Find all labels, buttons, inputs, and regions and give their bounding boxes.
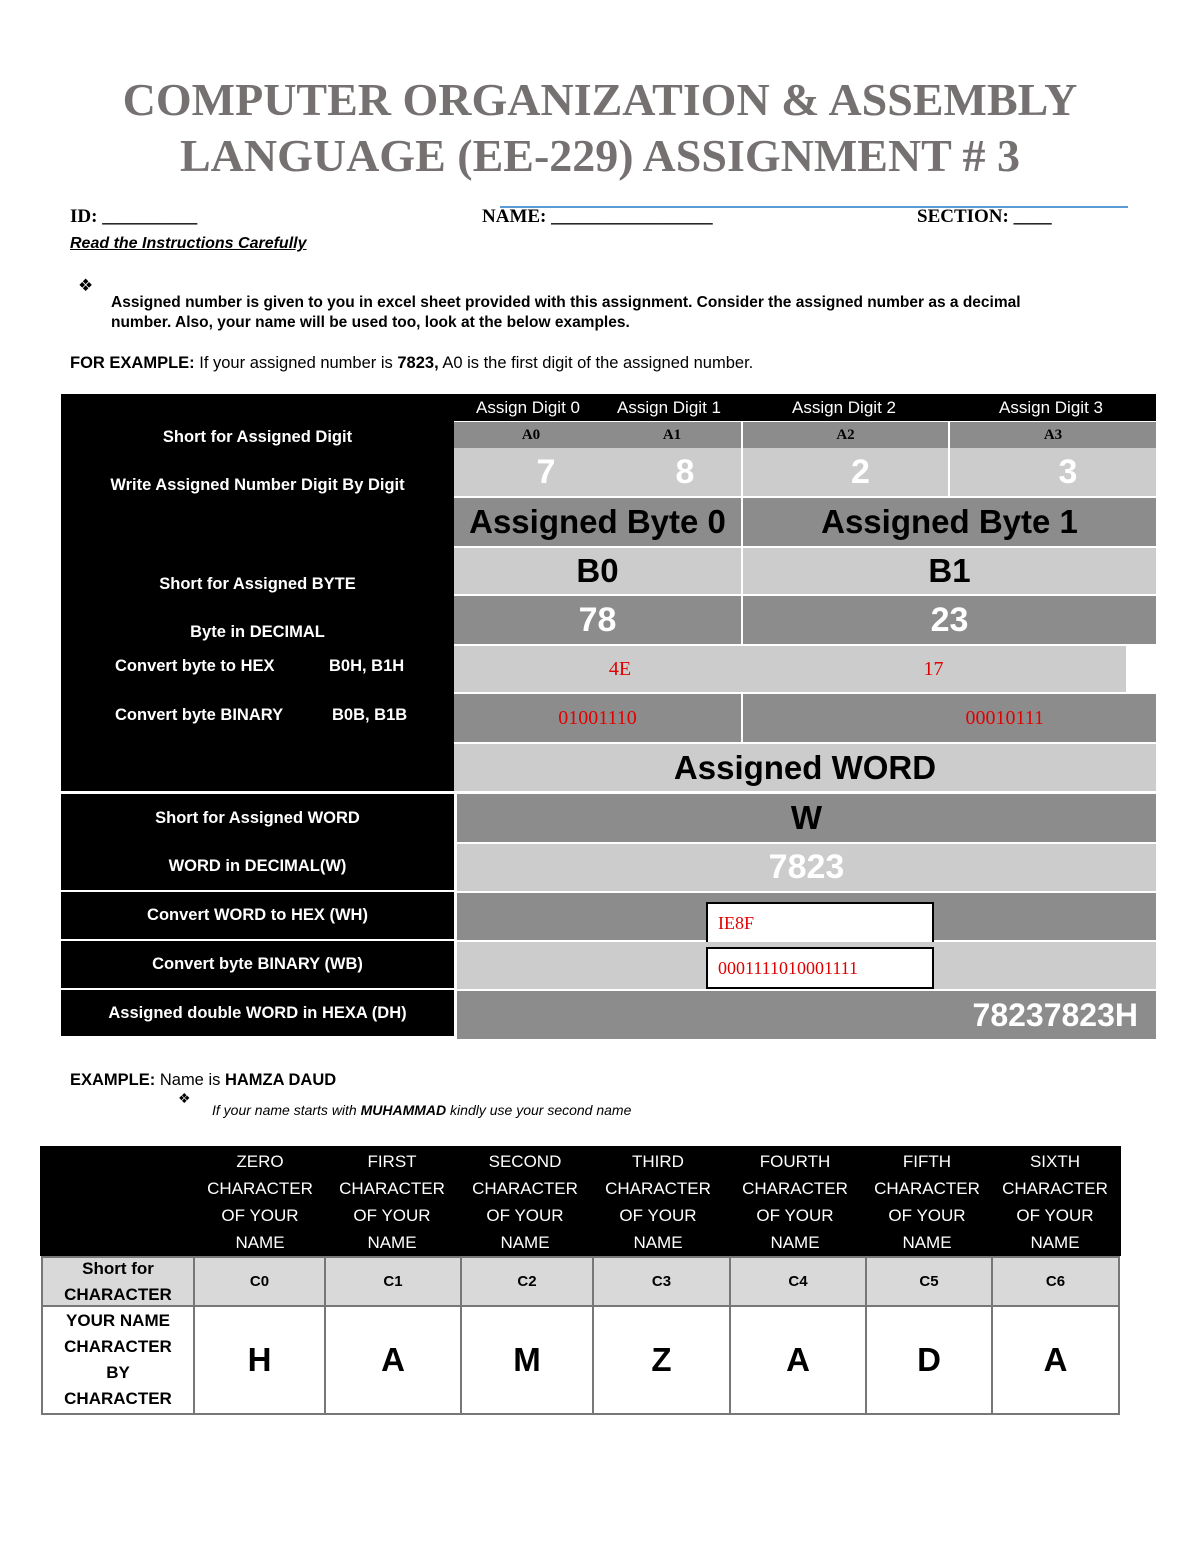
byte-title-1: Assigned Byte 1: [741, 498, 1156, 546]
col-header-5: FIFTH CHARACTER OF YOUR NAME: [874, 1152, 980, 1252]
col-header-4: FOURTH CHARACTER OF YOUR NAME: [742, 1152, 848, 1252]
label-word-binary: Convert byte BINARY (WB): [61, 941, 454, 988]
label-write-digits: Write Assigned Number Digit By Digit: [61, 472, 454, 498]
id-field[interactable]: ID: __________: [70, 206, 198, 227]
example-assigned-number: [70, 354, 753, 373]
example-number: 7823,: [397, 354, 439, 372]
col-header-2: SECOND CHARACTER OF YOUR NAME: [472, 1152, 578, 1252]
byte-title-0: Assigned Byte 0: [454, 498, 741, 546]
label-hex: Convert byte to HEX: [115, 657, 275, 675]
name-field[interactable]: NAME: _________________: [482, 206, 713, 227]
word-hex-answer-box[interactable]: IE8F: [706, 902, 934, 944]
name-label-2: CHARACTER: [64, 1337, 172, 1356]
name-char-5[interactable]: D: [865, 1305, 993, 1415]
digit-value-1: 8: [675, 452, 695, 491]
byte-binary-1[interactable]: 00010111: [741, 694, 1156, 742]
name-note-b: kindly use your second name: [446, 1102, 632, 1118]
byte-short-0: B0: [454, 548, 741, 594]
label-byte-decimal: Byte in DECIMAL: [61, 619, 454, 645]
word-decimal: 7823: [457, 844, 1156, 891]
byte-decimal-1: 23: [741, 596, 1156, 644]
name-label-4: CHARACTER: [64, 1389, 172, 1408]
digit-short-2: A2: [741, 422, 948, 448]
label-dword-hex: Assigned double WORD in HEXA (DH): [61, 990, 454, 1036]
digit-header-3: Assign Digit 3: [999, 398, 1103, 417]
example2-text: Name is: [155, 1071, 225, 1089]
digit-short-3: A3: [948, 422, 1156, 448]
label-word-decimal: WORD in DECIMAL(W): [61, 842, 454, 890]
instruction-text: [111, 293, 1151, 333]
short-cell-2: C2: [460, 1256, 594, 1307]
diamond-bullet-icon-2: ❖: [178, 1090, 191, 1106]
name-char-2[interactable]: M: [460, 1305, 594, 1415]
digit-short-0: A0: [521, 426, 541, 443]
page-title-line-1: COMPUTER ORGANIZATION & ASSEMBLY: [122, 74, 1078, 125]
section-field[interactable]: SECTION: ____: [917, 206, 1052, 227]
byte-decimal-0: 78: [454, 596, 741, 644]
col-header-1: FIRST CHARACTER OF YOUR NAME: [339, 1152, 445, 1252]
byte-hex-1[interactable]: 17: [741, 646, 1126, 692]
name-character-table: [40, 1146, 1121, 1415]
name-char-4[interactable]: A: [729, 1305, 867, 1415]
word-title: Assigned WORD: [454, 744, 1156, 791]
label-binary-short: B0B, B1B: [332, 706, 408, 724]
example2-name: HAMZA DAUD: [224, 1071, 337, 1089]
name-char-3[interactable]: Z: [592, 1305, 731, 1415]
digit-header-2: Assign Digit 2: [792, 398, 896, 417]
name-char-0[interactable]: H: [193, 1305, 326, 1415]
name-note: [212, 1102, 631, 1118]
byte-short-1: B1: [741, 548, 1156, 594]
short-cell-5: C5: [865, 1256, 993, 1307]
col-header-0: ZERO CHARACTER OF YOUR NAME: [207, 1152, 313, 1252]
label-hex-short: B0H, B1H: [329, 657, 405, 675]
digit-value-2: 2: [741, 448, 978, 496]
name-char-6[interactable]: A: [991, 1305, 1120, 1415]
digit-header-1: Assign Digit 1: [617, 398, 721, 417]
word-binary-answer-box[interactable]: 0001111010001111: [706, 947, 934, 989]
name-label-cell: [41, 1305, 195, 1415]
name-char-1[interactable]: A: [324, 1305, 462, 1415]
col-header-3: THIRD CHARACTER OF YOUR NAME: [605, 1152, 711, 1252]
digit-short-1: A1: [662, 426, 682, 443]
instruction-line-2: number. Also, your name will be used too, look at the below examples.: [111, 314, 630, 331]
label-short-byte: Short for Assigned BYTE: [61, 571, 454, 597]
short-cell-1: C1: [324, 1256, 462, 1307]
short-label-2: CHARACTER: [64, 1284, 172, 1304]
name-note-a: If your name starts with: [212, 1102, 361, 1118]
short-label-1: Short for: [82, 1258, 154, 1278]
short-cell-3: C3: [592, 1256, 731, 1307]
word-short: W: [457, 794, 1156, 842]
label-short-word: Short for Assigned WORD: [61, 794, 454, 842]
example-text-b: A0 is the first digit of the assigned number.: [438, 354, 754, 372]
short-label-cell: [41, 1256, 195, 1307]
instruction-line-1: Assigned number is given to you in excel sheet provided with this assignment. Consider the assigned number as a decimal: [111, 294, 1021, 311]
short-cell-4: C4: [729, 1256, 867, 1307]
short-cell-6: C6: [991, 1256, 1120, 1307]
name-label-3: BY: [106, 1363, 130, 1382]
label-short-digit: Short for Assigned Digit: [61, 424, 454, 450]
example-name: [70, 1071, 336, 1090]
digit-header-0: Assign Digit 0: [476, 398, 580, 417]
digit-value-3: 3: [948, 448, 1186, 496]
example-text-a: If your assigned number is: [194, 354, 398, 372]
name-label-1: YOUR NAME: [66, 1311, 170, 1330]
byte-binary-0[interactable]: 01001110: [454, 694, 741, 742]
dword-hex: 78237823H: [457, 991, 1156, 1039]
label-binary: Convert byte BINARY: [115, 706, 284, 724]
example2-prefix: EXAMPLE:: [70, 1071, 156, 1089]
short-cell-0: C0: [193, 1256, 326, 1307]
digit-value-0: 7: [536, 452, 556, 491]
label-word-hex: Convert WORD to HEX (WH): [61, 892, 454, 939]
name-note-bold: MUHAMMAD: [360, 1102, 447, 1118]
byte-hex-0[interactable]: 4E: [454, 646, 786, 692]
page-title-line-2: LANGUAGE (EE-229) ASSIGNMENT # 3: [179, 130, 1021, 181]
example-prefix: FOR EXAMPLE:: [70, 354, 195, 372]
instructions-heading: Read the Instructions Carefully: [70, 235, 307, 252]
col-header-6: SIXTH CHARACTER OF YOUR NAME: [1002, 1152, 1108, 1252]
diamond-bullet-icon: ❖: [78, 276, 94, 295]
